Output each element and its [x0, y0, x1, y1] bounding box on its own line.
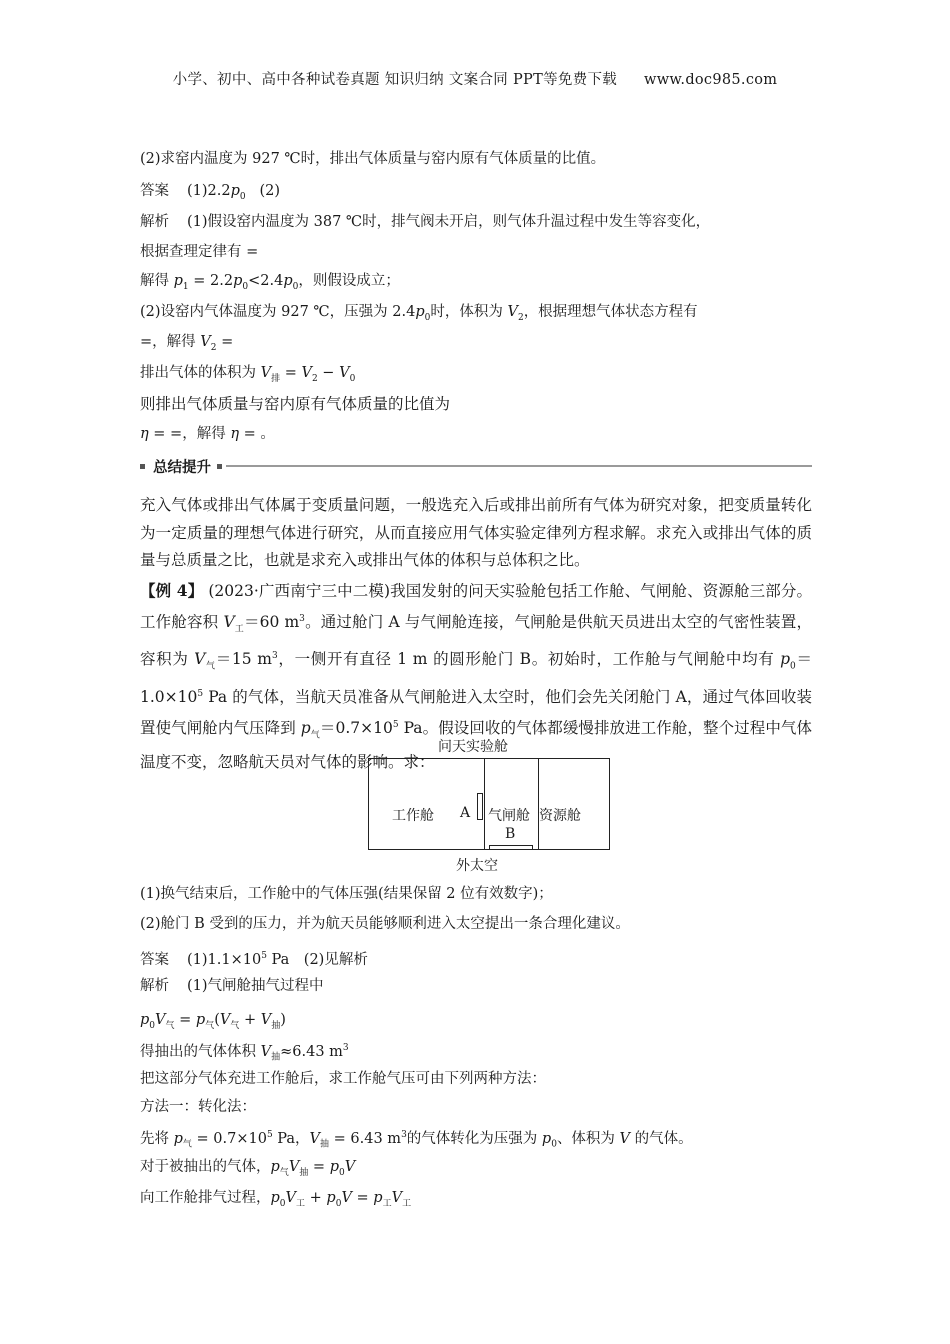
analysis-1-line-8: η = =，解得 η = 。 [140, 426, 275, 442]
answer-2: 答案 $(1)1.1\times 10^5$ Pa (2)见解析 [140, 951, 368, 968]
question-1: (1)换气结束后，工作舱中的气体压强(结果保留 2 位有效数字)； [140, 886, 553, 902]
summary-paragraph: 充入气体或排出气体属于变质量问题，一般选充入后或排出前所有气体为研究对象，把变质量转化为一定质量的理想气体进行研究，从而直接应用气体实验定律列方程求解。求充入或排出气体的质量与总质量之比，也就是求充入或排出气体的体积与总体积之比。 [140, 496, 812, 569]
analysis-2-line-5: 方法一：转化法： [140, 1099, 256, 1115]
analysis-2-line-6: 先将 $p_气 = 0.7\times 10^5$ Pa，$V_抽 = 6.43$ $m^3$的气体转化为压强为 $p_0$、体积为 V 的气体。 [140, 1130, 693, 1150]
summary-heading [140, 456, 812, 476]
square-bullet-icon [140, 464, 145, 469]
example-tag: 【例 4】 [140, 581, 204, 600]
square-bullet-icon [217, 464, 222, 469]
analysis-1-line-6: 排出气体的体积为 $V_排 = V_2 - V_0$ [140, 365, 356, 384]
page-header [0, 68, 950, 89]
airlock-cabin-label: 气闸舱 [488, 808, 530, 824]
resource-cabin-label: 资源舱 [539, 808, 581, 824]
analysis-1-line-4: (2)设窑内气体温度为 927 ℃，压强为 $2.4p_0$时，体积为 $V_2$，根据理想气体状态方程有 [140, 304, 698, 323]
header-url[interactable]: www.doc985.com [644, 72, 778, 88]
analysis-1-line-2: 根据查理定律有 = [140, 244, 259, 260]
summary-title: 总结提升 [153, 459, 211, 476]
diagram-bottom-label: 外太空 [456, 858, 498, 874]
example-4-paragraph: 【例 4】 (2023·广西南宁三中二模)我国发射的问天实验舱包括工作舱、气闸舱、资源舱三部分。工作舱容积 $V_工=60$ $m^3$。通过舱门 A 与气闸舱连接，气闸舱是供航天员进出太空的气密性装置，容积为 $V_气=15$ $m^3$，一侧开有直径 1 m 的圆形舱门 B。初始时，工作舱与气闸舱中均有 $p_0=1.0\times 10^5$ Pa 的气体，当航天员准备从气闸舱进入太空时，他们会先关闭舱门 A，通过气体回收装置使气闸舱内气压降到 $p_气=0.7\times 10^5$ Pa。假设回收的气体都缓慢排放进工作舱，整个过程中气体温度不变，忽略航天员对气体的影响。求： [140, 581, 812, 772]
analysis-2-line-1: 解析 (1)气闸舱抽气过程中 [140, 978, 324, 994]
door-b-shape [489, 845, 533, 850]
diagram-top-label: 问天实验舱 [438, 739, 508, 755]
work-cabin-label: 工作舱 [392, 808, 434, 824]
header-text: 小学、初中、高中各种试卷真题 知识归纳 文案合同 PPT等免费下载 [172, 72, 618, 88]
analysis-1-line-5: =，解得 $V_2$ = [140, 334, 234, 353]
answer-1: 答案 $(1)2.2p_0$ (2) [140, 183, 281, 202]
analysis-2-line-4: 把这部分气体充进工作舱后，求工作舱气压可由下列两种方法： [140, 1071, 546, 1087]
answer-label: 答案 [140, 951, 169, 968]
cabin-wall-1 [484, 758, 485, 850]
answer-label: 答案 [140, 183, 169, 199]
question-2: (2)舱门 B 受到的压力，并为航天员能够顺利进入太空提出一条合理化建议。 [140, 916, 630, 932]
door-a-label: A [460, 805, 471, 821]
door-b-label: B [505, 826, 516, 842]
analysis-1-line-1: 解析 (1)假设窑内温度为 387 ℃时，排气阀未开启，则气体升温过程中发生等容变化， [140, 214, 711, 230]
door-a-shape [477, 793, 483, 820]
cabin-outline [368, 758, 610, 850]
analysis-2-line-8: 向工作舱排气过程，$p_0V_工 + p_0V = p_工V_工$ [140, 1190, 412, 1209]
analysis-2-line-7: 对于被抽出的气体，$p_气V_抽 = p_0V$ [140, 1159, 356, 1178]
heading-rule [226, 465, 812, 467]
analysis-1-line-3: 解得 $p_1 = 2.2p_0<2.4p_0$，则假设成立； [140, 273, 400, 292]
analysis-label: 解析 [140, 978, 169, 994]
analysis-2-line-3: 得抽出的气体体积 $V_抽\approx 6.43$ $m^3$ [140, 1043, 349, 1063]
analysis-2-line-2: $p_0V_气 = p_气(V_气 + V_抽)$ [140, 1012, 286, 1031]
analysis-label: 解析 [140, 214, 169, 230]
analysis-1-line-7: 则排出气体质量与窑内原有气体质量的比值为 [140, 395, 451, 413]
question-2-previous: (2)求窑内温度为 927 ℃时，排出气体质量与窑内原有气体质量的比值。 [140, 151, 606, 167]
cabin-wall-2 [538, 758, 539, 850]
